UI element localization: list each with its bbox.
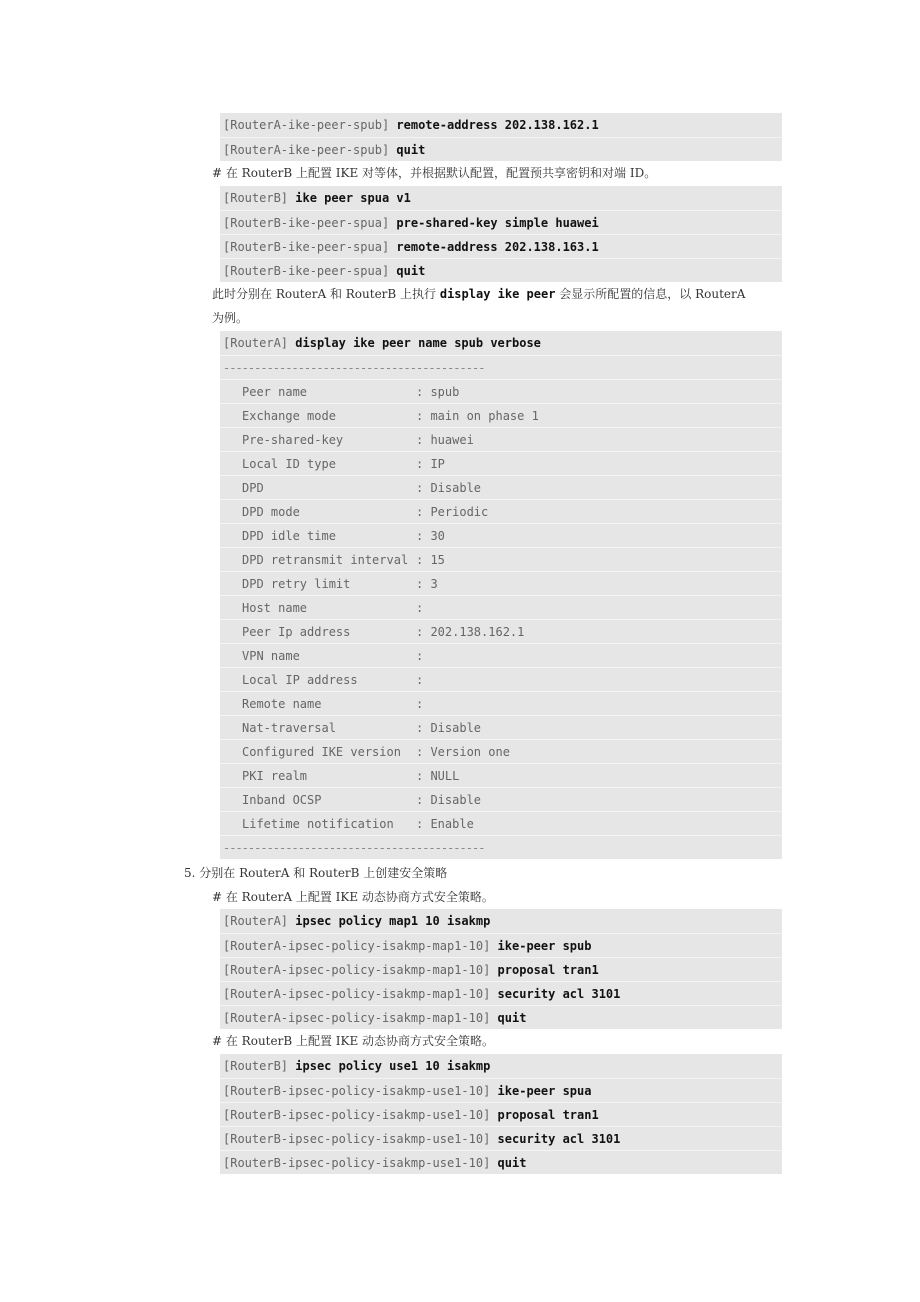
kv-row: [220, 691, 782, 715]
kv-row: [220, 523, 782, 547]
code-line: [220, 933, 782, 957]
code-line: [220, 981, 782, 1005]
display-note-text: 会显示所配置的信息，以 RouterA: [555, 287, 746, 301]
kv-key: Exchange mode: [242, 409, 336, 423]
kv-row: [220, 787, 782, 811]
kv-key: Host name: [242, 601, 308, 615]
note-routera-policy: # 在 RouterA 上配置 IKE 动态协商方式安全策略。: [212, 890, 494, 904]
code-line: [220, 1150, 782, 1174]
cli-command: proposal tran1: [497, 1108, 599, 1122]
kv-key: DPD mode: [242, 505, 300, 519]
kv-value: : 202.138.162.1: [416, 625, 525, 639]
cli-prompt: [RouterA-ipsec-policy-isakmp-map1-10]: [223, 987, 491, 1001]
kv-row: [220, 667, 782, 691]
cli-command: remote-address 202.138.163.1: [396, 240, 599, 254]
note-routerb-ike-peer: # 在 RouterB 上配置 IKE 对等体，并根据默认配置，配置预共享密钥和对端 ID。: [212, 166, 657, 180]
kv-key: DPD idle time: [242, 529, 336, 543]
kv-key: Lifetime notification: [242, 817, 394, 831]
cli-prompt: [RouterB-ipsec-policy-isakmp-use1-10]: [223, 1108, 491, 1122]
code-block-routerb-policy: [220, 1054, 782, 1174]
code-line: [220, 1102, 782, 1126]
cli-command: remote-address 202.138.162.1: [396, 118, 599, 132]
code-line: [220, 210, 782, 234]
kv-key: PKI realm: [242, 769, 308, 783]
code-block-routerb-peer: [220, 186, 782, 282]
cli-prompt: [RouterB-ipsec-policy-isakmp-use1-10]: [223, 1132, 491, 1146]
kv-key: DPD retry limit: [242, 577, 351, 591]
kv-key: Inband OCSP: [242, 793, 322, 807]
kv-row: [220, 571, 782, 595]
kv-row: [220, 595, 782, 619]
kv-value: :: [416, 697, 424, 711]
kv-row: [220, 475, 782, 499]
code-line: [220, 331, 782, 355]
kv-row: [220, 715, 782, 739]
cli-prompt: [RouterB-ipsec-policy-isakmp-use1-10]: [223, 1156, 491, 1170]
code-line: [220, 1078, 782, 1102]
kv-key: Local IP address: [242, 673, 358, 687]
cli-command: ipsec policy use1 10 isakmp: [295, 1059, 491, 1073]
cli-prompt: [RouterB]: [223, 1059, 289, 1073]
cli-command: quit: [396, 143, 426, 157]
kv-row: [220, 403, 782, 427]
display-note-line2: 为例。: [212, 311, 249, 325]
separator-line: [220, 835, 782, 859]
kv-value: : NULL: [416, 769, 460, 783]
kv-key: Peer name: [242, 385, 308, 399]
cli-command: display ike peer name spub verbose: [295, 336, 541, 350]
kv-value: : huawei: [416, 433, 474, 447]
kv-key: Peer Ip address: [242, 625, 351, 639]
kv-value: : 3: [416, 577, 438, 591]
kv-row: [220, 643, 782, 667]
code-line: [220, 1054, 782, 1078]
cli-prompt: [RouterA]: [223, 914, 289, 928]
code-line: [220, 186, 782, 210]
kv-value: : Version one: [416, 745, 510, 759]
cli-command: ike peer spua v1: [295, 191, 411, 205]
kv-value: : Disable: [416, 481, 482, 495]
note-routerb-policy: # 在 RouterB 上配置 IKE 动态协商方式安全策略。: [212, 1034, 495, 1048]
code-line: [220, 113, 782, 137]
display-note-command: display ike peer: [439, 287, 556, 301]
cli-prompt: [RouterB-ike-peer-spua]: [223, 216, 390, 230]
cli-prompt: [RouterB-ipsec-policy-isakmp-use1-10]: [223, 1084, 491, 1098]
code-line: [220, 258, 782, 282]
cli-command: security acl 3101: [497, 987, 621, 1001]
kv-value: : Enable: [416, 817, 474, 831]
separator-line: [220, 355, 782, 379]
kv-value: :: [416, 673, 424, 687]
code-line: [220, 234, 782, 258]
code-block-routera-policy: [220, 909, 782, 1029]
kv-row: [220, 811, 782, 835]
kv-value: : Disable: [416, 721, 482, 735]
display-note-text: 此时分别在 RouterA 和 RouterB 上执行: [212, 287, 440, 301]
kv-row: [220, 379, 782, 403]
kv-key: Nat-traversal: [242, 721, 336, 735]
kv-row: [220, 499, 782, 523]
kv-row: [220, 547, 782, 571]
cli-prompt: [RouterA-ike-peer-spub]: [223, 143, 390, 157]
display-note-line1: [212, 285, 745, 302]
code-line: [220, 137, 782, 161]
separator-text: ------------------------------------------: [223, 361, 485, 375]
cli-prompt: [RouterA-ipsec-policy-isakmp-map1-10]: [223, 963, 491, 977]
cli-command: ipsec policy map1 10 isakmp: [295, 914, 491, 928]
cli-prompt: [RouterA-ike-peer-spub]: [223, 118, 390, 132]
kv-value: : main on phase 1: [416, 409, 539, 423]
cli-command: pre-shared-key simple huawei: [396, 216, 599, 230]
code-block-display-ike-peer: [220, 331, 782, 859]
cli-prompt: [RouterB]: [223, 191, 289, 205]
kv-value: :: [416, 601, 424, 615]
cli-command: quit: [497, 1011, 527, 1025]
kv-value: : 30: [416, 529, 445, 543]
kv-value: : spub: [416, 385, 460, 399]
kv-row: [220, 763, 782, 787]
code-line: [220, 1126, 782, 1150]
cli-prompt: [RouterA]: [223, 336, 289, 350]
cli-command: ike-peer spua: [497, 1084, 592, 1098]
cli-command: quit: [396, 264, 426, 278]
kv-value: : IP: [416, 457, 445, 471]
kv-value: :: [416, 649, 424, 663]
cli-command: security acl 3101: [497, 1132, 621, 1146]
kv-key: DPD retransmit interval: [242, 553, 409, 567]
cli-command: quit: [497, 1156, 527, 1170]
step-5-heading: 5. 分别在 RouterA 和 RouterB 上创建安全策略: [184, 866, 448, 880]
code-line: [220, 1005, 782, 1029]
kv-key: Local ID type: [242, 457, 336, 471]
code-line: [220, 957, 782, 981]
kv-row: [220, 427, 782, 451]
kv-key: Configured IKE version: [242, 745, 401, 759]
code-block-routera-peer-tail: [220, 113, 782, 161]
kv-value: : Periodic: [416, 505, 489, 519]
kv-row: [220, 739, 782, 763]
separator-text: ------------------------------------------: [223, 841, 485, 855]
kv-value: : 15: [416, 553, 445, 567]
cli-command: ike-peer spub: [497, 939, 592, 953]
kv-key: Pre-shared-key: [242, 433, 344, 447]
cli-command: proposal tran1: [497, 963, 599, 977]
kv-value: : Disable: [416, 793, 482, 807]
kv-key: VPN name: [242, 649, 300, 663]
cli-prompt: [RouterA-ipsec-policy-isakmp-map1-10]: [223, 1011, 491, 1025]
code-line: [220, 909, 782, 933]
kv-row: [220, 451, 782, 475]
cli-prompt: [RouterA-ipsec-policy-isakmp-map1-10]: [223, 939, 491, 953]
cli-prompt: [RouterB-ike-peer-spua]: [223, 264, 390, 278]
kv-row: [220, 619, 782, 643]
kv-key: DPD: [242, 481, 264, 495]
kv-key: Remote name: [242, 697, 322, 711]
cli-prompt: [RouterB-ike-peer-spua]: [223, 240, 390, 254]
